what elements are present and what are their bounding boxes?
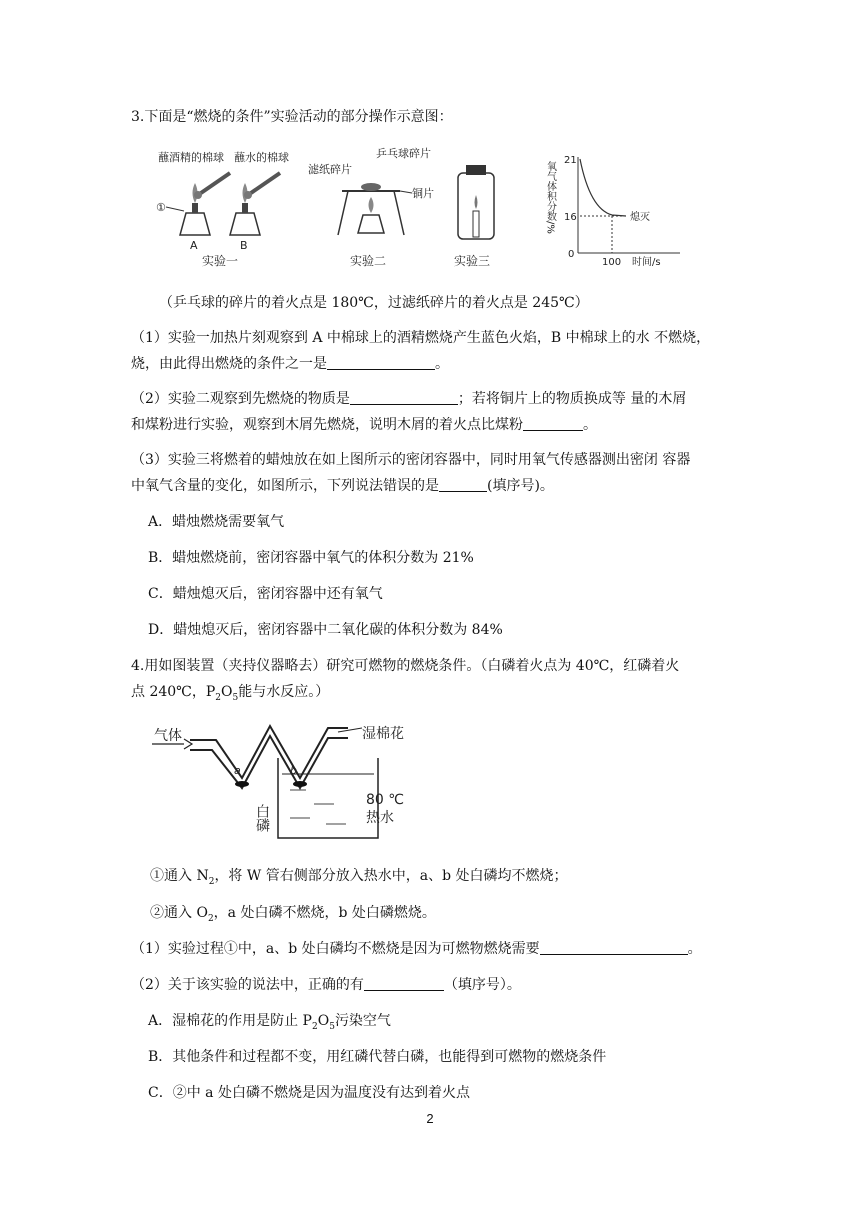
exp1-apparatus — [156, 150, 289, 268]
q4-line2-c: 能与水反应。） — [238, 684, 330, 700]
circle-one-label: ① — [156, 201, 166, 214]
q3-p3-blank[interactable] — [439, 477, 487, 492]
q3-p2-line2: 和煤粉进行实验，观察到木屑先燃烧，说明木屑的着火点比煤粉 。 — [131, 417, 597, 433]
q3-p2-text-b: ；若将铜片上的物质换成等 量的木屑 — [457, 391, 687, 407]
exp3-label: 实验三 — [454, 254, 491, 268]
y-tick-21: 21 — [564, 155, 577, 166]
q4-p2 — [131, 975, 521, 995]
q4-p1-blank[interactable] — [540, 940, 688, 955]
q4-step2-a: ②通入 O — [150, 905, 208, 921]
q4-step1 — [150, 866, 568, 892]
white-p-label: 白磷 — [254, 804, 270, 832]
a-label: a — [234, 764, 241, 777]
q4-step2-b: ，a 处白磷不燃烧，b 处白磷燃烧。 — [213, 905, 436, 921]
q3-option-d: D．蜡烛熄灭后，密闭容器中二氧化碳的体积分数为 84% — [148, 622, 503, 638]
q3-p1-line1: （1）实验一加热片刻观察到 A 中棉球上的酒精燃烧产生蓝色火焰，B 中棉球上的水 不燃烧， — [131, 330, 711, 346]
q3-option-b: B．蜡烛燃烧前，密闭容器中氧气的体积分数为 21% — [148, 550, 474, 566]
x-axis-label: 时间/s — [632, 257, 661, 268]
q3-p1-blank[interactable] — [327, 355, 435, 370]
q4-line2-sub2: 5 — [232, 692, 239, 703]
q4-line2-sub1: 2 — [215, 692, 221, 703]
q3-note: （乒乓球的碎片的着火点是 180℃，过滤纸碎片的着火点是 245℃） — [159, 295, 589, 311]
q3-option-c: C．蜡烛熄灭后，密闭容器中还有氧气 — [148, 586, 383, 602]
q3-p3-line1: （3）实验三将燃着的蜡烛放在如上图所示的密闭容器中，同时用氧气传感器测出密闭 容器 — [131, 452, 691, 468]
b-cotton-label: 蘸水的棉球 — [234, 151, 289, 164]
q4-step1-a: ①通入 N — [150, 868, 209, 884]
q4-p2-text-b: （填序号）。 — [443, 977, 521, 993]
pingpong-label: 乒乓球碎片 — [376, 147, 431, 160]
q4-option-c: C．②中 a 处白磷不燃烧是因为温度没有达到着火点 — [148, 1085, 470, 1101]
q3-p1-line2-text: 烧，由此得出燃烧的条件之一是 — [131, 356, 327, 372]
q4-step2 — [150, 903, 436, 929]
q4-option-b: B．其他条件和过程都不变，用红磷代替白磷，也能得到可燃物的燃烧条件 — [148, 1049, 607, 1065]
q4-optA-sub2: 5 — [329, 1021, 335, 1032]
q4-p1-end: 。 — [687, 941, 702, 957]
q4-p2-blank[interactable] — [364, 976, 444, 991]
q3-p2-line1 — [131, 389, 686, 409]
q4-p1-text: （1）实验过程①中，a、b 处白磷均不燃烧是因为可燃物燃烧需要 — [131, 941, 540, 957]
q3-p3-text-b: (填序号)。 — [487, 478, 554, 494]
q4-line1: 4.用如图装置（夹持仪器略去）研究可燃物的燃烧条件。（白磷着火点为 40℃，红磷着火 — [131, 658, 680, 674]
exp2-apparatus — [308, 146, 434, 268]
exp1-label: 实验一 — [202, 254, 239, 268]
a-cotton-label: 蘸酒精的棉球 — [158, 151, 224, 164]
q4-step1-b: ，将 W 管右侧部分放入热水中，a、b 处白磷均不燃烧； — [214, 868, 568, 884]
q4-optA-sub1: 2 — [311, 1021, 318, 1032]
q3-title: 3.下面是“燃烧的条件”实验活动的部分操作示意图： — [131, 109, 453, 125]
page-number: 2 — [426, 1111, 434, 1126]
y-tick-0: 0 — [568, 249, 575, 260]
q3-p3-line2 — [131, 476, 554, 496]
wet-cotton-label: 湿棉花 — [362, 726, 404, 742]
q4-option-a — [148, 1011, 391, 1037]
q4-step1-sub: 2 — [208, 876, 215, 887]
q3-p2-blank2[interactable] — [523, 416, 583, 431]
q4-figure — [150, 718, 410, 844]
q3-p3-text-a: 中氧气含量的变化，如图所示，下列说法错误的是 — [131, 478, 439, 494]
exp3-apparatus — [454, 165, 494, 268]
q4-p1 — [131, 939, 702, 959]
q4-line2 — [131, 682, 329, 708]
q4-step2-sub: 2 — [207, 913, 214, 924]
oxygen-chart — [545, 155, 681, 268]
q4-optA-a: A．湿棉花的作用是防止 P — [148, 1013, 312, 1029]
hot-water-label: 热水 — [366, 810, 394, 826]
q3-p2-text-a: （2）实验二观察到先燃烧的物质是 — [131, 391, 350, 407]
q4-p2-text-a: （2）关于该实验的说法中，正确的有 — [131, 977, 364, 993]
q3-p1-line2: 烧，由此得出燃烧的条件之一是 。 — [131, 356, 449, 372]
q3-option-a: A．蜡烛燃烧需要氧气 — [148, 514, 285, 530]
exp2-label: 实验二 — [350, 254, 387, 268]
q3-p2-line2-text: 和煤粉进行实验，观察到木屑先燃烧，说明木屑的着火点比煤粉 — [131, 417, 523, 433]
b-label: b — [290, 764, 297, 777]
label-b: B — [240, 239, 248, 252]
copper-label: 铜片 — [412, 187, 434, 200]
q3-figure — [150, 143, 690, 271]
y-axis-label: 氧气体积分数/% — [544, 161, 556, 234]
q4-line2-a: 点 240℃，P — [131, 684, 216, 700]
gas-label: 气体 — [154, 728, 182, 744]
filter-label: 滤纸碎片 — [308, 163, 352, 176]
x-tick-100: 100 — [602, 257, 622, 268]
label-a: A — [190, 239, 198, 252]
y-tick-16: 16 — [564, 212, 577, 223]
q4-optA-c: 污染空气 — [334, 1013, 391, 1029]
q4-line2-b: O — [221, 684, 233, 700]
q4-optA-b: O — [317, 1013, 330, 1029]
q3-p2-blank1[interactable] — [350, 390, 458, 405]
curve-note: 熄灭 — [630, 212, 650, 223]
temp-label: 80 ℃ — [366, 792, 404, 808]
